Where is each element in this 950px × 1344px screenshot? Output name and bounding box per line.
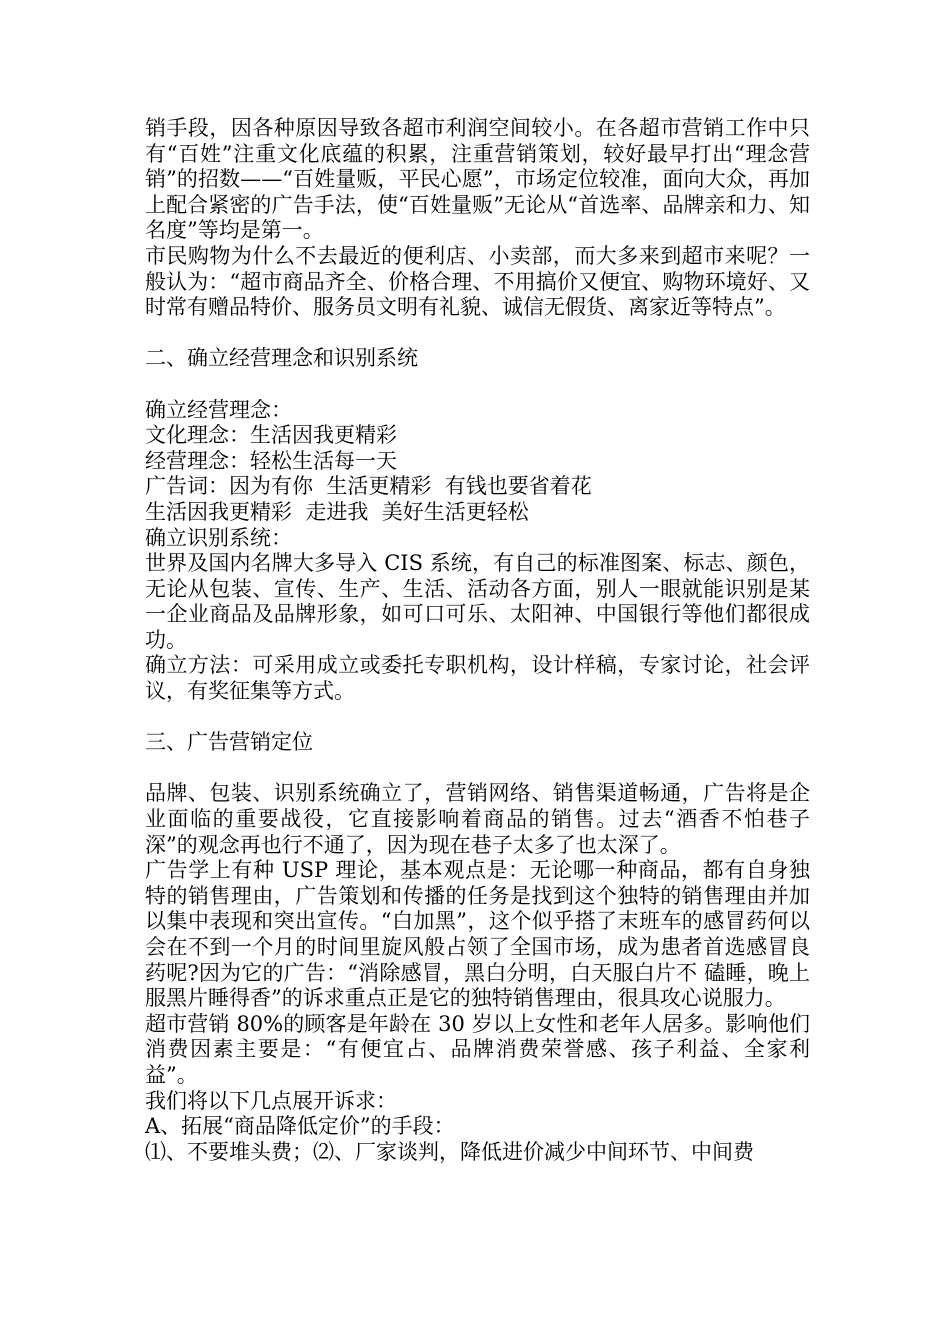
section-heading: 三、广告营销定位 [145,730,313,755]
paragraph: 世界及国内名牌大多导入 CIS 系统，有自己的标准图案、标志、颜色，无论从包装、宣传、生产、生活、活动各方面，别人一眼就能识别是某一企业商品及品牌形象，如可口可乐、太阳神、中国银行等他们都很成功。 [145,551,810,652]
paragraph: 确立方法：可采用成立或委托专职机构，设计样稿，专家讨论，社会评议，有奖征集等方式。 [145,653,810,704]
section-heading: 二、确立经营理念和识别系统 [145,346,418,371]
paragraph: 确立经营理念： [145,397,292,422]
blank-line [145,756,810,782]
paragraph: 文化理念：生活因我更精彩 [145,423,397,448]
paragraph: 销手段，因各种原因导致各超市利润空间较小。在各超市营销工作中只有“百姓”注重文化底蕴的积累，注重营销策划，较好最早打出“理念营销”的招数——“百姓量贩，平民心愿”，市场定位较准，面向大众，再加上配合紧密的广告手法，使“百姓量贩”无论从“首选率、品牌亲和力、知名度”等均是第一。 [145,116,810,243]
paragraph: ⑴、不要堆头费；⑵、厂家谈判，降低进价减少中间环节、中间费 [145,1139,754,1164]
paragraph: 市民购物为什么不去最近的便利店、小卖部，而大多来到超市来呢？一般认为：“超市商品齐全、价格合理、不用搞价又便宜、购物环境好、又时常有赠品特价、服务员文明有礼貌、诚信无假货、离家近等特点”。 [145,243,810,320]
document-body [145,116,810,1165]
paragraph: 我们将以下几点展开诉求： [145,1088,397,1113]
paragraph: 经营理念：轻松生活每一天 [145,448,397,473]
blank-line [145,705,810,731]
blank-line [145,321,810,347]
paragraph: A、拓展“商品降低定价”的手段： [145,1114,455,1139]
paragraph: 品牌、包装、识别系统确立了，营销网络、销售渠道畅通，广告将是企业面临的重要战役，它直接影响着商品的销售。过去“酒香不怕巷子深”的观念再也行不通了，因为现在巷子太多了也太深了。 [145,781,810,857]
paragraph: 超市营销 80%的顾客是年龄在 30 岁以上女性和老年人居多。影响他们消费因素主要是：“有便宜占、品牌消费荣誉感、孩子利益、全家利益”。 [145,1011,810,1087]
paragraph: 广告学上有种 USP 理论，基本观点是：无论哪一种商品，都有自身独特的销售理由，广告策划和传播的任务是找到这个独特的销售理由并加以集中表现和突出宣传。“白加黑”，这个似乎搭了末班车的感冒药何以会在不到一个月的时间里旋风般占领了全国市场，成为患者首选感冒良药呢?因为它的广告：“消除感冒，黑白分明，白天服白片不 磕睡，晚上服黑片睡得香”的诉求重点正是它的独特销售理由，很具攻心说服力。 [145,858,810,1011]
blank-line [145,372,810,398]
paragraph: 确立识别系统： [145,525,292,550]
paragraph: 生活因我更精彩 走进我 美好生活更轻松 [145,499,529,524]
paragraph: 广告词：因为有你 生活更精彩 有钱也要省着花 [145,474,592,499]
